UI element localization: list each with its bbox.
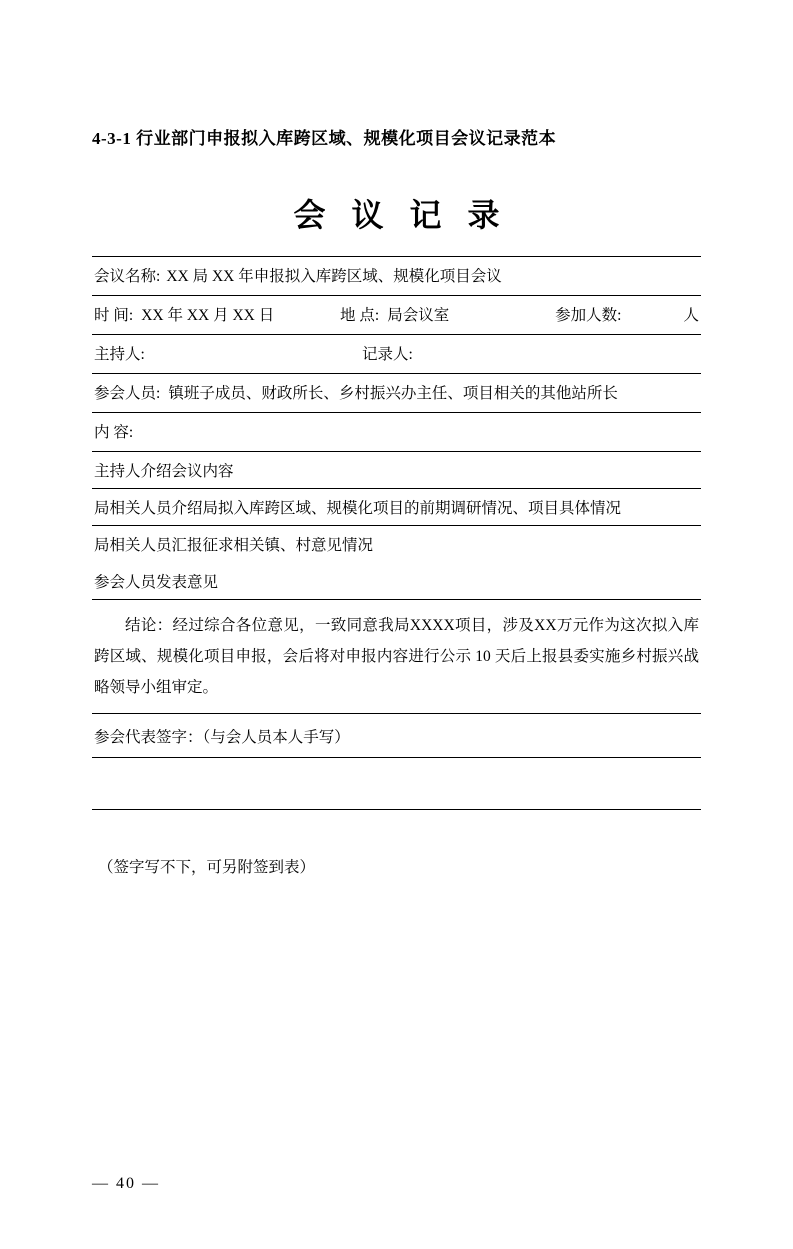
time-value: XX 年 XX 月 XX 日 [141, 306, 275, 324]
document-heading: 4-3-1 行业部门申报拟入库跨区域、规模化项目会议记录范本 [92, 129, 557, 148]
row-content-label [92, 412, 701, 451]
footnote: （签字写不下，可另附签到表） [98, 859, 316, 877]
recorder-label: 记录人: [362, 345, 413, 363]
row-participants [92, 373, 701, 412]
signature-blank-area [92, 757, 701, 809]
meeting-name-value: XX 局 XX 年申报拟入库跨区域、规模化项目会议 [166, 267, 502, 285]
signature-row [92, 713, 701, 757]
form-bottom-rule [92, 809, 701, 810]
page-number: — 40 — [92, 1175, 160, 1192]
host-label: 主持人: [94, 345, 145, 363]
meeting-record-form [92, 256, 701, 810]
attendee-count-unit: 人 [683, 306, 699, 324]
content-item-2 [92, 488, 701, 525]
row-meeting-name [92, 256, 701, 295]
content-item-text: 主持人介绍会议内容 [94, 463, 234, 481]
content-item-1 [92, 451, 701, 488]
place-label: 地 点: [340, 306, 380, 324]
place-cell [340, 304, 555, 327]
content-item-text: 局相关人员汇报征求相关镇、村意见情况 [94, 537, 374, 555]
place-value: 局会议室 [387, 306, 450, 324]
time-label: 时 间: [94, 306, 134, 324]
content-item-text: 局相关人员介绍局拟入库跨区域、规模化项目的前期调研情况、项目具体情况 [94, 500, 622, 518]
participants-label: 参会人员: [94, 384, 161, 402]
participants-value: 镇班子成员、财政所长、乡村振兴办主任、项目相关的其他站所长 [168, 384, 618, 402]
attendee-count-cell [555, 304, 699, 327]
content-item-text: 参会人员发表意见 [94, 573, 219, 591]
signature-label: 参会代表签字：（与会人员本人手写） [94, 728, 350, 746]
recorder-cell [362, 343, 421, 366]
document-page [0, 127, 793, 1249]
conclusion-block [92, 599, 701, 713]
host-cell [94, 343, 362, 366]
content-label: 内 容: [94, 423, 134, 441]
row-host-recorder [92, 334, 701, 373]
meeting-name-label: 会议名称: [94, 267, 161, 285]
content-item-3 [92, 525, 701, 562]
time-cell [94, 304, 340, 327]
attendee-count-label: 参加人数: [555, 306, 622, 324]
content-item-4 [92, 562, 701, 599]
row-time-place-count [92, 295, 701, 334]
page-title: 会议记录 [293, 196, 526, 233]
conclusion-text: 结论：经过综合各位意见，一致同意我局XXXX项目，涉及XX万元作为这次拟入库跨区域、规模化项目申报，会后将对申报内容进行公示 10 天后上报县委实施乡村振兴战略领导小组审定。 [94, 617, 699, 697]
